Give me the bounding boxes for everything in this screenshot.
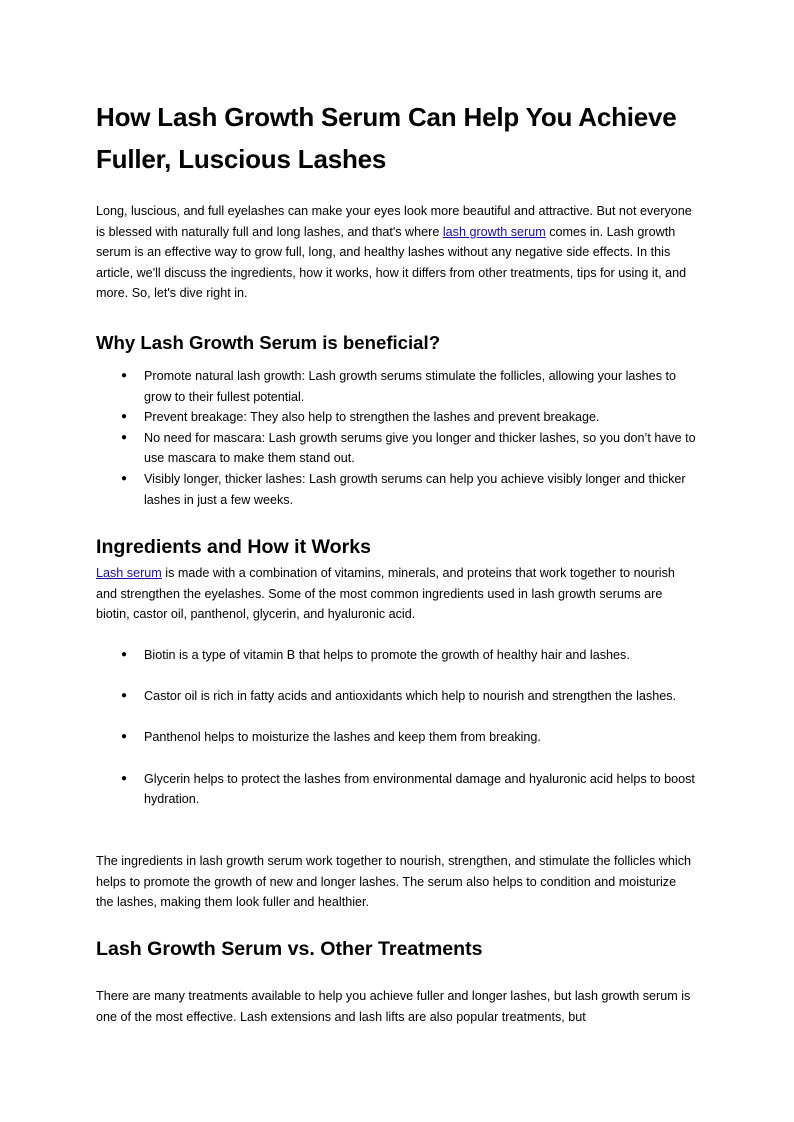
ingredients-list <box>96 645 696 830</box>
list-item-text: Castor oil is rich in fatty acids and antioxidants which help to nourish and strengthen the lashes. <box>144 689 677 704</box>
bullet-icon: ● <box>121 370 128 381</box>
list-item <box>96 727 696 748</box>
ingredients-intro-paragraph <box>96 563 696 625</box>
list-item-text: Promote natural lash growth: Lash growth serums stimulate the follicles, allowing your lashes to grow to their fullest potential. <box>144 369 676 404</box>
bullet-icon: ● <box>121 472 128 484</box>
intro-text-after-link: comes in. Lash growth serum is an effective way to grow full, long, and healthy lashes without any negative side effects. In this article, we'll discuss the ingredients, how it works, how it differs from other treatments, tips for using it, and more. So, let's dive right in. <box>96 224 687 301</box>
comparison-heading: Lash Growth Serum vs. Other Treatments <box>96 938 483 960</box>
article-title: How Lash Growth Serum Can Help You Achieve Fuller, Luscious Lashes <box>96 102 677 174</box>
intro-text-before-link: Long, luscious, and full eyelashes can make your eyes look more beautiful and attractive. But not everyone is blessed with naturally full and long lashes, and that's where <box>96 204 692 239</box>
lash-growth-serum-link[interactable]: lash growth serum <box>442 224 546 239</box>
intro-paragraph <box>96 201 696 304</box>
lash-serum-link[interactable]: Lash serum <box>96 566 162 580</box>
list-item <box>96 469 696 510</box>
bullet-icon: ● <box>121 431 128 443</box>
list-item <box>96 428 696 469</box>
ingredients-heading: Ingredients and How it Works <box>96 536 372 558</box>
ingredients-summary-paragraph: The ingredients in lash growth serum work together to nourish, strengthen, and stimulate the follicles which helps to promote the growth of new and longer lashes. The serum also helps to condition and moisturize the lashes, making them look fuller and healthier. <box>96 854 692 910</box>
list-item <box>96 645 696 666</box>
bullet-icon: ● <box>121 649 128 660</box>
list-item-text: Prevent breakage: They also help to strengthen the lashes and prevent breakage. <box>144 410 600 425</box>
comparison-paragraph: There are many treatments available to help you achieve fuller and longer lashes, but lash growth serum is one of the most effective. Lash extensions and lash lifts are also popular treatments, but <box>96 989 691 1024</box>
list-item-text: Visibly longer, thicker lashes: Lash growth serums can help you achieve visibly longer and thicker lashes in just a few weeks. <box>144 471 686 507</box>
list-item <box>96 366 696 407</box>
list-item-text: Panthenol helps to moisturize the lashes and keep them from breaking. <box>144 730 541 745</box>
list-item-text: Glycerin helps to protect the lashes from environmental damage and hyaluronic acid helps to boost hydration. <box>144 771 695 807</box>
list-item-text: Biotin is a type of vitamin B that helps to promote the growth of healthy hair and lashes. <box>144 648 630 662</box>
benefits-heading: Why Lash Growth Serum is beneficial? <box>96 332 441 353</box>
ingredients-intro-text: is made with a combination of vitamins, minerals, and proteins that work together to nourish and strengthen the eyelashes. Some of the most common ingredients used in lash growth serums are biotin, castor oil, panthenol, glycerin, and hyaluronic acid. <box>96 566 675 622</box>
list-item <box>96 769 696 810</box>
benefits-list <box>96 366 696 510</box>
bullet-icon: ● <box>121 772 128 784</box>
bullet-icon: ● <box>121 690 128 702</box>
bullet-icon: ● <box>121 411 128 423</box>
list-item <box>96 407 696 428</box>
bullet-icon: ● <box>121 731 128 743</box>
list-item <box>96 686 696 707</box>
list-item-text: No need for mascara: Lash growth serums give you longer and thicker lashes, so you don’t have to use mascara to make them stand out. <box>144 430 696 466</box>
